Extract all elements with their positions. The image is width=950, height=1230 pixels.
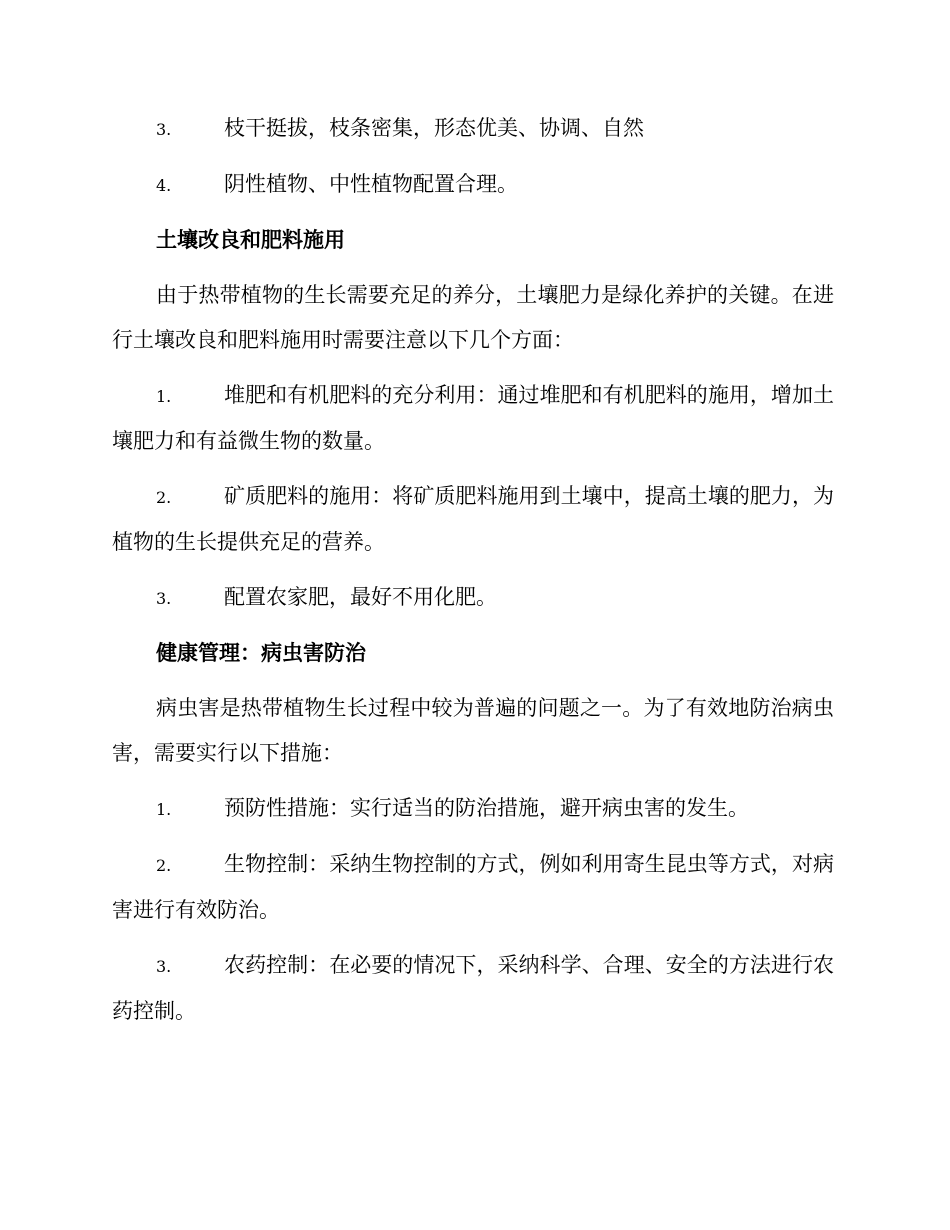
- list-item-text: 生物控制：采纳生物控制的方式，例如利用寄生昆虫等方式，对病害进行有效防治。: [112, 852, 834, 922]
- list-item: [112, 474, 834, 565]
- list-item: [112, 575, 834, 621]
- list-item-number: 1.: [156, 387, 172, 406]
- list-item-text: 堆肥和有机肥料的充分利用：通过堆肥和有机肥料的施用，增加土壤肥力和有益微生物的数量。: [112, 383, 834, 453]
- list-item-text: 预防性措施：实行适当的防治措施，避开病虫害的发生。: [224, 796, 749, 820]
- list-item-number: 4.: [156, 176, 172, 195]
- list-item-number: 1.: [156, 800, 172, 819]
- document-page: [112, 106, 834, 1044]
- list-item: [112, 162, 834, 208]
- list-item-number: 2.: [156, 856, 172, 875]
- list-item-number: 3.: [156, 120, 172, 139]
- list-item-number: 3.: [156, 589, 172, 608]
- list-item-text: 农药控制：在必要的情况下，采纳科学、合理、安全的方法进行农药控制。: [112, 953, 834, 1023]
- list-item-number: 2.: [156, 488, 172, 507]
- section-paragraph-health: 病虫害是热带植物生长过程中较为普遍的问题之一。为了有效地防治病虫害，需要实行以下措施：: [112, 696, 834, 765]
- list-item: [112, 373, 834, 464]
- list-item: [112, 943, 834, 1034]
- section-heading-soil: 土壤改良和肥料施用: [156, 228, 345, 252]
- section-paragraph-soil: 由于热带植物的生长需要充足的养分，土壤肥力是绿化养护的关键。在进行土壤改良和肥料施用时需要注意以下几个方面：: [112, 283, 834, 352]
- list-item: [112, 106, 834, 152]
- list-item: [112, 842, 834, 933]
- list-item-text: 阴性植物、中性植物配置合理。: [224, 172, 518, 196]
- list-item-text: 枝干挺拔，枝条密集，形态优美、协调、自然: [224, 116, 644, 140]
- section-heading-health: 健康管理：病虫害防治: [156, 641, 366, 665]
- list-item-text: 配置农家肥，最好不用化肥。: [224, 585, 497, 609]
- list-item-number: 3.: [156, 957, 172, 976]
- list-item-text: 矿质肥料的施用：将矿质肥料施用到土壤中，提高土壤的肥力，为植物的生长提供充足的营养。: [112, 484, 834, 554]
- list-item: [112, 786, 834, 832]
